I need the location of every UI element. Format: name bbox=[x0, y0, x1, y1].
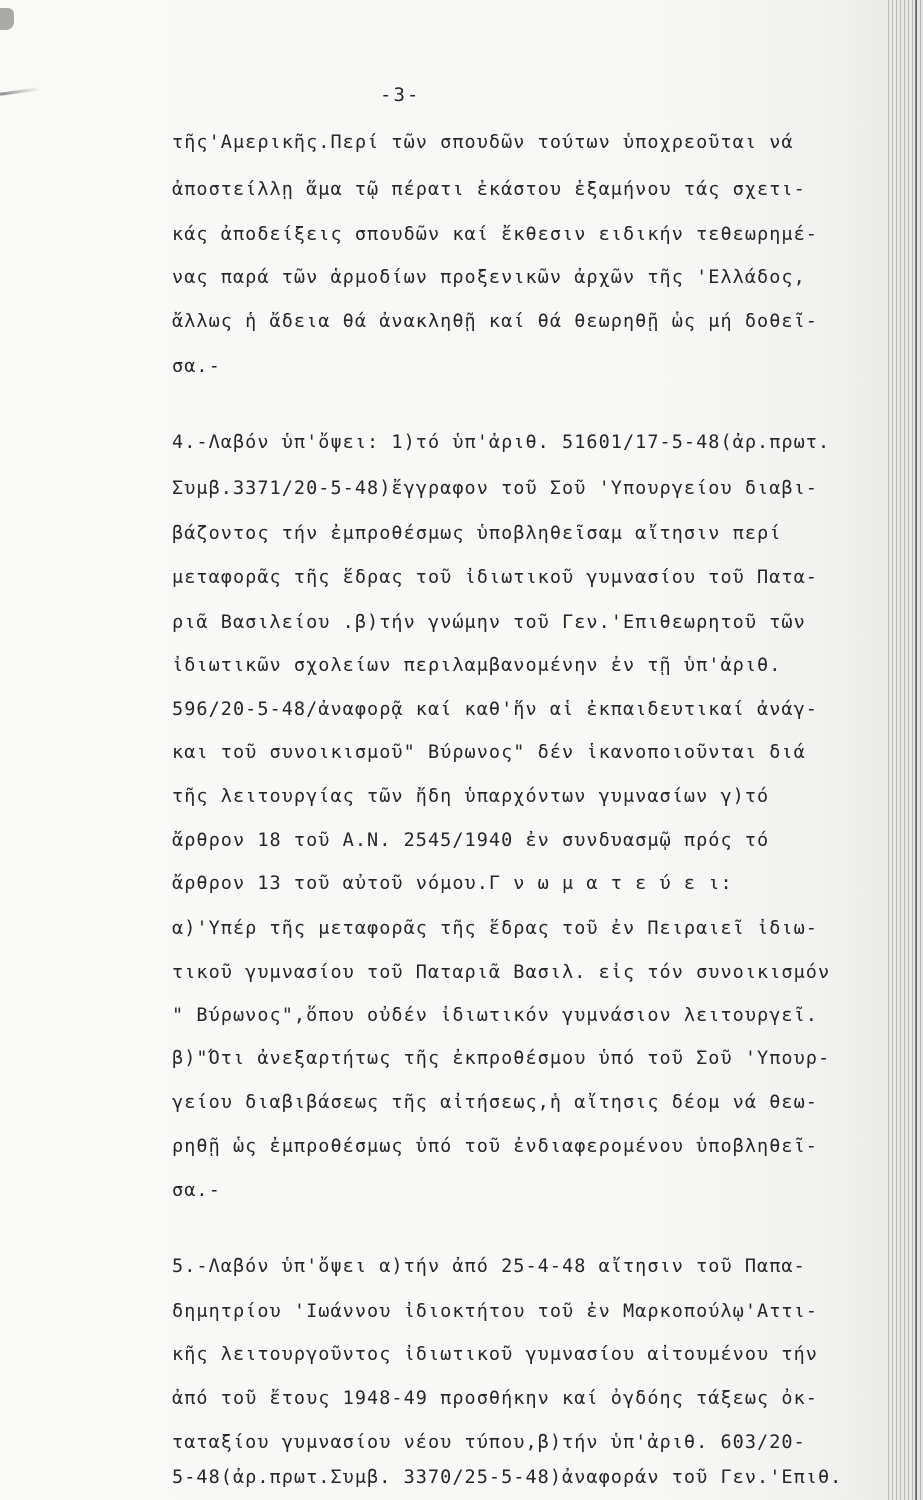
text-line: νας παρά τῶν ἁρμοδίων προξενικῶν ἀρχῶν τῆς 'Ελλάδος, bbox=[172, 267, 806, 288]
binding-edge-line bbox=[915, 0, 917, 1500]
text-line: ἀποστείλλῃ ἅμα τῷ πέρατι ἑκάστου ἑξαμήνου τάς σχετι- bbox=[172, 179, 806, 200]
text-line: " Βύρωνος",ὅπου οὐδέν ἰδιωτικόν γυμνάσιον λειτουργεῖ. bbox=[172, 1005, 818, 1026]
text-line: 596/20-5-48/ἀναφορᾷ καί καθ'ἥν αἱ ἐκπαιδευτικαί ἀνάγ- bbox=[172, 699, 818, 720]
text-line: μεταφορᾶς τῆς ἕδρας τοῦ ἰδιωτικοῦ γυμνασίου τοῦ Πατα- bbox=[172, 567, 818, 588]
text-line: ἀπό τοῦ ἔτους 1948-49 προσθήκην καί ὀγδόης τάξεως ὀκ- bbox=[172, 1388, 818, 1409]
text-line: τῆς'Αμερικῆς.Περί τῶν σπουδῶν τούτων ὑποχρεοῦται νά bbox=[172, 132, 794, 153]
text-line: σα.- bbox=[172, 1180, 221, 1201]
text-line: ἰδιωτικῶν σχολείων περιλαμβανομένην ἐν τῇ ὑπ'ἀριθ. bbox=[172, 655, 782, 676]
text-line: και τοῦ συνοικισμοῦ" Βύρωνος" δέν ἱκανοποιοῦνται διά bbox=[172, 742, 806, 763]
text-line: β)"Ότι ἀνεξαρτήτως τῆς ἐκπροθέσμου ὑπό τοῦ Σοῦ 'Υπουρ- bbox=[172, 1048, 831, 1069]
text-line: τικοῦ γυμνασίου τοῦ Παταριᾶ Βασιλ. εἰς τόν συνοικισμόν bbox=[172, 962, 831, 983]
text-line: Συμβ.3371/20-5-48)ἔγγραφον τοῦ Σοῦ 'Υπουργείου διαβι- bbox=[172, 478, 818, 499]
scan-edge-mark bbox=[0, 8, 14, 30]
text-line: 5.-Λαβόν ὑπ'ὄψει α)τήν ἀπό 25-4-48 αἴτησιν τοῦ Παπα- bbox=[172, 1256, 806, 1277]
text-line: ριᾶ Βασιλείου .β)τήν γνώμην τοῦ Γεν.'Επιθεωρητοῦ τῶν bbox=[172, 612, 806, 633]
text-line: σα.- bbox=[172, 356, 221, 377]
text-line: κῆς λειτουργοῦντος ἰδιωτικοῦ γυμνασίου αἰτουμένου τήν bbox=[172, 1344, 818, 1365]
text-line: κάς ἀποδείξεις σπουδῶν καί ἔκθεσιν ειδικήν τεθεωρημέ- bbox=[172, 224, 818, 245]
text-line: 4.-Λαβόν ὑπ'ὄψει: 1)τό ὑπ'ἀριθ. 51601/17-5-48(ἀρ.πρωτ. bbox=[172, 432, 831, 453]
text-line: ταταξίου γυμνασίου νέου τύπου,β)τήν ὑπ'ἀριθ. 603/20- bbox=[172, 1432, 806, 1453]
text-line: ἄρθρον 13 τοῦ αὐτοῦ νόμου.Γ ν ω μ α τ ε ύ ε ι: bbox=[172, 873, 733, 894]
text-line: ἄρθρον 18 τοῦ Α.Ν. 2545/1940 ἐν συνδυασμῷ πρός τό bbox=[172, 830, 770, 851]
text-line: βάζοντος τήν ἐμπροθέσμως ὑποβληθεῖσαμ αἴτησιν περί bbox=[172, 523, 782, 544]
text-line: γείου διαβιβάσεως τῆς αἰτήσεως,ἡ αἴτησις δέομ νά θεω- bbox=[172, 1092, 818, 1113]
text-line: ρηθῇ ὡς ἐμπροθέσμως ὑπό τοῦ ἐνδιαφερομένου ὑποβληθεῖ- bbox=[172, 1136, 818, 1157]
text-line: δημητρίου 'Ιωάννου ἰδιοκτήτου τοῦ ἐν Μαρκοπούλῳ'Αττι- bbox=[172, 1301, 818, 1322]
scan-edge-mark bbox=[0, 87, 40, 96]
text-line: α)'Υπέρ τῆς μεταφορᾶς τῆς ἕδρας τοῦ ἐν Πειραιεῖ ἰδιω- bbox=[172, 918, 818, 939]
text-line: τῆς λειτουργίας τῶν ἤδη ὑπαρχόντων γυμνασίων γ)τό bbox=[172, 786, 770, 807]
page-number: -3- bbox=[380, 84, 421, 106]
binding-edge bbox=[885, 0, 923, 1500]
text-line: 5-48(ἀρ.πρωτ.Συμβ. 3370/25-5-48)ἀναφοράν τοῦ Γεν.'Επιθ. bbox=[172, 1467, 843, 1488]
text-line: ἄλλως ἡ ἄδεια θά ἀνακληθῇ καί θά θεωρηθῇ ὡς μή δοθεῖ- bbox=[172, 311, 818, 332]
